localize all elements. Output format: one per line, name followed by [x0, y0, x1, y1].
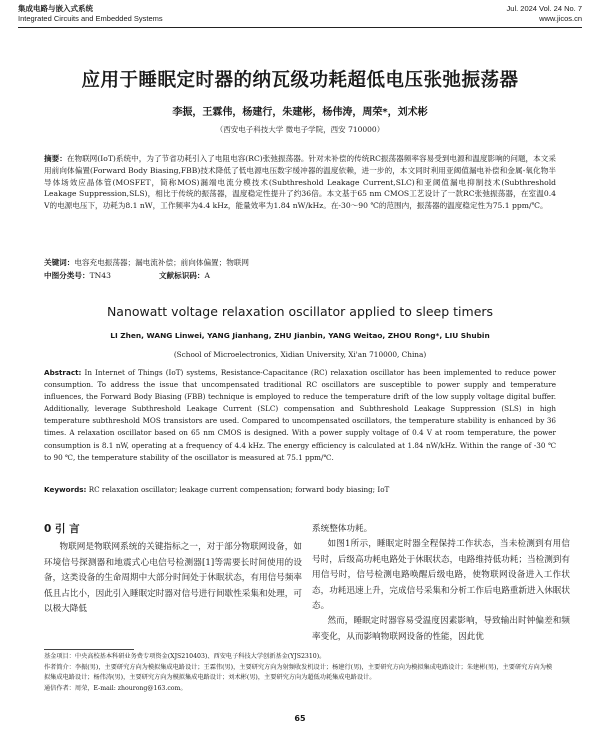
clc-label: 中图分类号：	[44, 271, 90, 280]
body-column-right	[312, 522, 570, 645]
footnotes	[44, 652, 556, 694]
footnote-author-bios: 作者简介：李振(男)，主要研究方向为模拟集成电路设计；王霖伟(男)，主要研究方向为射频收发机设计；杨建行(男)，主要研究方向为模拟集成电路设计；朱建彬(男)，主要研究方向为模拟集成电路设计；杨伟涛(男)，主要研究方向为模拟集成电路设计；刘术彬(男)，主要研究方向为超低功耗集成电路设计。	[44, 663, 553, 681]
footnote-funding: 基金项目：中央高校基本科研业务费专项资金(XJS210403)、西安电子科技大学创新基金(YJS2310)。	[44, 653, 326, 660]
affiliation-en: (School of Microelectronics, Xidian University, Xi'an 710000, China)	[173, 350, 427, 359]
paper-title-en: Nanowatt voltage relaxation oscillator applied to sleep timers	[106, 304, 494, 319]
classification-line	[44, 270, 556, 282]
footnote-corresponding: 通信作者：周荣，E-mail: zhourong@163.com。	[44, 684, 187, 692]
keywords-en	[44, 485, 556, 494]
clc-value: TN43	[89, 271, 111, 280]
journal-website: www.jicos.cn	[539, 14, 582, 23]
intro-paragraph-1: 物联网是物联网系统的关键指标之一，对于部分物联网设备，如环境信号探测器和地震式心电信号检测器[1]等需要长时间使用的设备，这类设备的生命周期中大部分时间处于休眠状态，有用信号频率低且占比小，因此引入睡眠定时器对信号进行间歇性采集和处理，可以极大降低	[44, 542, 302, 615]
footnote-divider	[44, 649, 134, 650]
page-number: 65	[294, 714, 306, 723]
body-column-left	[44, 522, 302, 617]
abstract-cn	[44, 153, 556, 212]
abstract-en	[44, 367, 556, 464]
doc-code-value: A	[204, 271, 210, 280]
keywords-cn	[44, 257, 556, 269]
issue-info: Jul. 2024 Vol. 24 No. 7	[506, 4, 582, 13]
section-heading-intro: 0 引 言	[44, 523, 80, 535]
keywords-cn-text: 电容充电振荡器；漏电流补偿；前向体偏置；物联网	[74, 258, 250, 267]
continued-line: 系统整体功耗。	[312, 524, 373, 534]
abstract-cn-label: 摘要：	[44, 154, 67, 163]
journal-name-en: Integrated Circuits and Embedded Systems	[18, 14, 163, 23]
body-paragraph-2: 如图1所示，睡眠定时器全程保持工作状态，当未检测到有用信号时，后级高功耗电路处于休眠状态，电路维持低功耗；当检测到有用信号时，信号检测电路唤醒后级电路，使物联网设备进入工作状态，功耗迅速上升，完成信号采集和分析工作后电路重新进入休眠状态。	[312, 539, 570, 612]
header-divider	[18, 27, 582, 28]
keywords-cn-label: 关键词：	[44, 258, 75, 267]
journal-name-cn: 集成电路与嵌入式系统	[18, 4, 93, 13]
abstract-cn-text: 在物联网(IoT)系统中，为了节省功耗引入了电阻电容(RC)张弛振荡器。针对未补偿的传统RC振荡器频率容易受到电源和温度影响的问题，本文采用前向体偏置(Forward Body Biasing,FBB)技术降低了低电源电压数字缓冲器的温度依赖，进一步的，本文同时利用亚阈值漏电补偿和金属-氧化物半导体场效应晶体管(MOSFET，简称MOS)漏端电流分模技术(Subthreshold Leakage Current,SLC)和亚阈值漏电抑制技术(Subthreshold Leakage Suppression,SLS)，相比于传统的振荡器，温度稳定性提升了约36倍。本文基于65 nm CMOS工艺设计了一款RC张弛振荡器，在室温0.4 V的电源电压下，功耗为8.1 nW，工作频率为4.4 kHz，能量效率为1.84 nW/kHz。在-30～90 ℃的范围内，振荡器的温度稳定性为75.1 ppm/℃。	[44, 154, 556, 211]
body-paragraph-3: 然而，睡眠定时器容易受温度因素影响，导致输出时钟偏差和频率变化，从而影响物联网设备的性能，因此优	[312, 616, 570, 642]
keywords-en-text: RC relaxation oscillator; leakage current compensation; forward body biasing; IoT	[88, 485, 390, 494]
affiliation: （西安电子科技大学 微电子学院，西安 710000）	[215, 125, 385, 134]
author-list-en: LI Zhen, WANG Linwei, YANG Jianhang, ZHU Jianbin, YANG Weitao, ZHOU Rong*, LIU Shubin	[110, 331, 490, 340]
running-header	[18, 4, 582, 24]
author-list: 李振，王霖伟，杨建行，朱建彬，杨伟涛，周荣*，刘术彬	[172, 107, 428, 118]
doc-code-label: 文献标识码：	[158, 271, 205, 280]
keywords-en-label: Keywords:	[44, 485, 87, 494]
abstract-en-text: In Internet of Things (IoT) systems, Resistance-Capacitance (RC) relaxation oscillator has been implemented to reduce power consumption. To address the issue that uncompensated traditional RC oscillators are susceptible to power supply and temperature influences, the Forward Body Biasing (FBB) technique is employed to reduce the temperature drift of the low supply voltage digital buffer. Additionally, leverage Subthreshold Leakage Current (SLC) compensation and Subthreshold Leakage Suppression (SLS) in high temperature subthreshold MOS transistors are used. Compared to uncompensated oscillators, the temperature stability is enhanced by 36 times. A relaxation oscillator based on 65 nm CMOS is designed. With a power supply voltage of 0.4 V at room temperature, the power consumption is 8.1 nW, operating at a frequency of 4.4 kHz. The energy efficiency is calculated at 1.84 nW/kHz. Within the range of -30 ℃ to 90 ℃, the temperature stability of the oscillator is measured at 75.1 ppm/℃.	[44, 368, 556, 462]
abstract-en-label: Abstract:	[44, 368, 82, 377]
paper-title: 应用于睡眠定时器的纳瓦级功耗超低电压张弛振荡器	[81, 70, 519, 91]
